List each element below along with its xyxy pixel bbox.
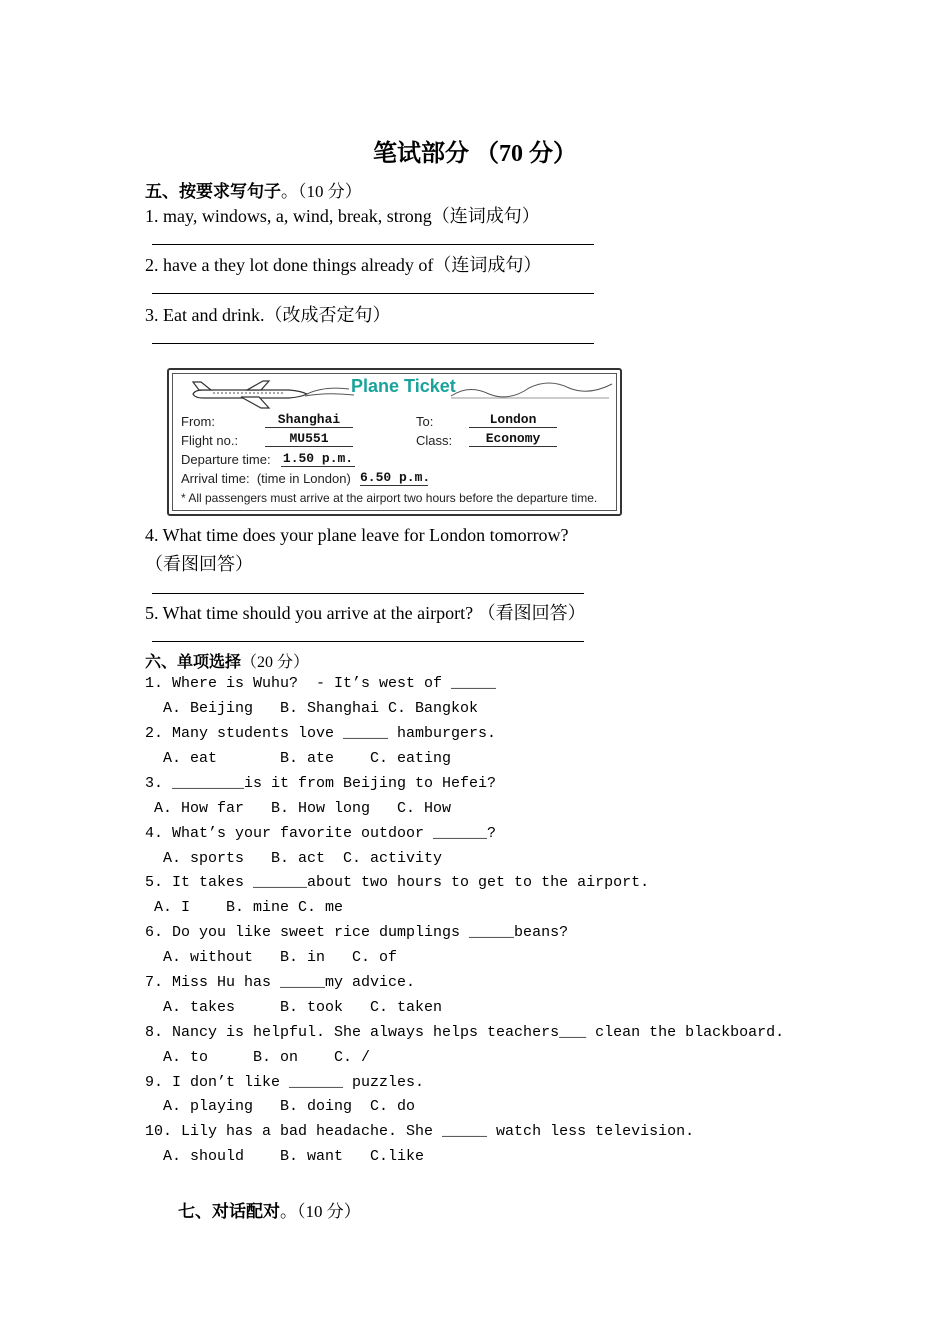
mc-line: A. takes B. took C. taken: [145, 999, 443, 1016]
question-5-5: 5. What time should you arrive at the airport? （看图回答）: [145, 603, 586, 623]
from-label: From:: [181, 414, 215, 429]
departure-value: 1.50 p.m.: [282, 451, 354, 466]
mc-line: 1. Where is Wuhu? - It’s west of _____: [145, 675, 497, 692]
mc-line: 10. Lily has a bad headache. She _____ watch less television.: [145, 1123, 695, 1140]
mc-line: A. sports B. act C. activity: [145, 850, 443, 867]
to-label: To:: [416, 414, 434, 429]
mc-line: 9. I don’t like ______ puzzles.: [145, 1074, 425, 1091]
question-5-4-line2: （看图回答）: [145, 554, 253, 574]
ticket-title: Plane Ticket: [351, 376, 456, 396]
class-value: Economy: [469, 431, 557, 447]
mc-line: A. without B. in C. of: [145, 949, 398, 966]
ticket-note: * All passengers must arrive at the airport two hours before the departure time.: [181, 491, 598, 505]
airplane-icon: [189, 376, 354, 410]
page-title: 笔试部分 （70 分）: [373, 141, 577, 167]
mc-line: 3. ________is it from Beijing to Hefei?: [145, 775, 497, 792]
class-label: Class:: [416, 433, 453, 448]
section-5-title: 五、按要求写句子: [145, 182, 281, 201]
mc-line: 7. Miss Hu has _____my advice.: [145, 974, 416, 991]
section-5-heading: [145, 177, 362, 202]
arrival-label: Arrival time: (time in London): [181, 471, 351, 486]
mc-line: A. eat B. ate C. eating: [145, 750, 452, 767]
mc-line: 8. Nancy is helpful. She always helps teachers___ clean the blackboard.: [145, 1024, 785, 1041]
answer-line-5-4[interactable]: [152, 593, 584, 594]
mc-line: A. Beijing B. Shanghai C. Bangkok: [145, 700, 479, 717]
mc-line: A. playing B. doing C. do: [145, 1098, 416, 1115]
to-value: London: [469, 412, 557, 428]
section-7-points: 。（10 分）: [280, 1202, 361, 1221]
section-7-title: 七、对话配对: [178, 1202, 280, 1221]
question-5-2: 2. have a they lot done things already of（连词成句）: [145, 255, 542, 275]
section-6-heading: [145, 649, 309, 672]
flight-value: MU551: [265, 431, 353, 447]
section-6-points: （20 分）: [241, 654, 310, 671]
from-value: Shanghai: [265, 412, 353, 428]
departure-label: Departure time:: [181, 452, 271, 467]
answer-line-5-2[interactable]: [152, 293, 594, 294]
answer-line-5-1[interactable]: [152, 244, 594, 245]
section-7-heading: [178, 1197, 361, 1222]
answer-line-5-5[interactable]: [152, 641, 584, 642]
mc-line: 2. Many students love _____ hamburgers.: [145, 725, 497, 742]
ticket-swirl-decoration: [449, 376, 614, 400]
question-5-3: 3. Eat and drink.（改成否定句）: [145, 305, 391, 325]
mc-line: A. How far B. How long C. How: [145, 800, 452, 817]
section-6-title: 六、单项选择: [145, 654, 242, 671]
mc-line: 4. What’s your favorite outdoor ______?: [145, 825, 497, 842]
flight-label: Flight no.:: [181, 433, 239, 448]
mc-line: 6. Do you like sweet rice dumplings _____beans?: [145, 924, 569, 941]
section-5-points: 。（10 分）: [281, 182, 362, 201]
mc-line: A. should B. want C.like: [145, 1148, 425, 1165]
plane-ticket: [167, 368, 622, 516]
question-5-4-line1: 4. What time does your plane leave for London tomorrow?: [145, 525, 569, 545]
answer-line-5-3[interactable]: [152, 343, 594, 344]
mc-line: 5. It takes ______about two hours to get to the airport.: [145, 874, 650, 891]
question-5-1: 1. may, windows, a, wind, break, strong（连词成句）: [145, 206, 540, 226]
arrival-value: 6.50 p.m.: [360, 470, 431, 485]
mc-line: A. to B. on C. /: [145, 1049, 371, 1066]
mc-line: A. I B. mine C. me: [145, 899, 344, 916]
